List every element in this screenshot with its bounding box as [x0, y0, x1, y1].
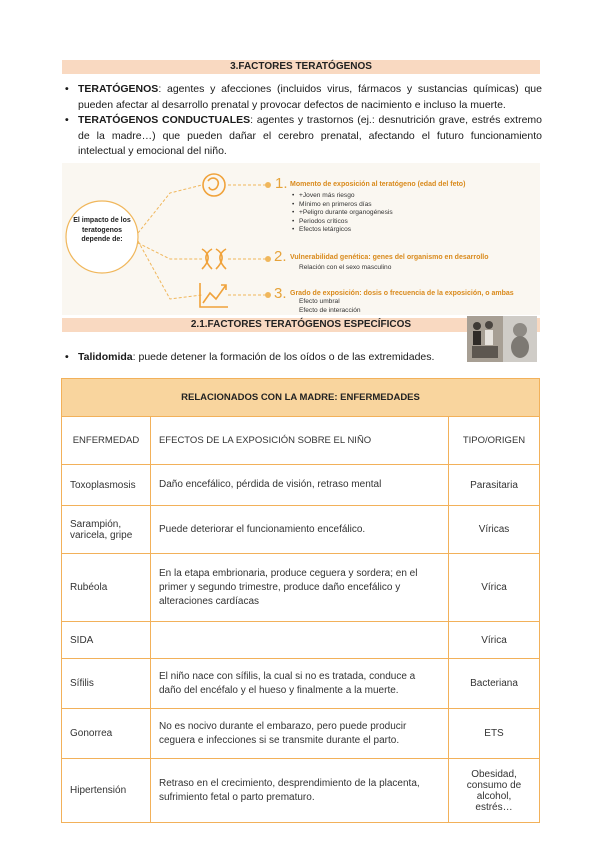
definition-talidomida: : puede detener la formación de los oídos o de las extremidades. — [132, 351, 435, 363]
item1-title: Momento de exposición al teratógeno (edad del feto) — [290, 181, 466, 188]
cell-efecto: No es nocivo durante el embarazo, pero puede producir ceguera e infecciones si se transmite durante el parto. — [150, 709, 448, 759]
table-row — [62, 759, 540, 823]
cell-tipo: Vírica — [449, 622, 540, 659]
definition-conductuales: : agentes y trastornos (ej.: desnutrición grave, estrés extremo de la madre…) que pueden dañar el cerebro prenatal, afectando el futuro funcionamiento intelectual y emocional del niño. — [78, 114, 542, 157]
table-row — [62, 709, 540, 759]
column-header-enfermedad: ENFERMEDAD — [62, 417, 151, 465]
item1-sub: • Efectos letárgicos — [292, 226, 393, 235]
item1-number: 1. — [275, 175, 288, 192]
column-header-tipo: TIPO/ORIGEN — [449, 417, 540, 465]
item1-subs — [292, 192, 393, 235]
dna-icon — [202, 249, 226, 269]
bullet-teratogenos — [62, 82, 542, 113]
definition-teratogenos: : agentes y afecciones (incluidos virus, fármacos y sustancias químicas) que pueden afectar al desarrollo prenatal y provocar defectos de nacimiento e incluso la muerte. — [78, 83, 542, 111]
cell-efecto: El niño nace con sífilis, la cual si no es tratada, conduce a daño del encéfalo y el hueso y finalmente a la muerte. — [150, 659, 448, 709]
term-talidomida: Talidomida — [78, 351, 133, 363]
item3-title: Grado de exposición: dosis o frecuencia de la exposición, o ambas — [290, 290, 514, 297]
impact-diagram — [62, 163, 540, 315]
cell-efecto: En la etapa embrionaria, produce ceguera y sordera; en el primer y segundo trimestre, produce daño encefálico y alteraciones cardíacas — [150, 554, 448, 622]
table-title: RELACIONADOS CON LA MADRE: ENFERMEDADES — [62, 379, 540, 417]
cell-enfermedad: Toxoplasmosis — [62, 465, 151, 506]
section-title-factores: 3.FACTORES TERATÓGENOS — [62, 60, 540, 74]
item1-sub: • +Peligro durante organogénesis — [292, 209, 393, 218]
item2-number: 2. — [274, 248, 287, 265]
item3-subs — [292, 298, 361, 315]
diagram-center-label: El impacto de los teratogenos depende de: — [73, 217, 131, 243]
cell-efecto: Retraso en el crecimiento, desprendimiento de la placenta, sufrimiento fetal o parto prematuro. — [150, 759, 448, 823]
growth-chart-icon — [200, 283, 228, 307]
cell-tipo: Obesidad, consumo de alcohol, estrés… — [449, 759, 540, 823]
item1-sub: • Mínimo en primeros días — [292, 201, 393, 210]
table-header-row — [62, 417, 540, 465]
cell-efecto: Puede deteriorar el funcionamiento encefálico. — [150, 506, 448, 554]
column-header-efectos: EFECTOS DE LA EXPOSICIÓN SOBRE EL NIÑO — [150, 417, 448, 465]
cell-tipo: Víricas — [449, 506, 540, 554]
bullet-teratogenos-conductuales — [62, 113, 542, 160]
cell-enfermedad: Hipertensión — [62, 759, 151, 823]
table-row — [62, 554, 540, 622]
item1-sub: • +Joven más riesgo — [292, 192, 393, 201]
item2-title: Vulnerabilidad genética: genes del organismo en desarrollo — [290, 254, 489, 261]
cell-enfermedad: SIDA — [62, 622, 151, 659]
cell-enfermedad: Sífilis — [62, 659, 151, 709]
cell-tipo: Parasitaria — [449, 465, 540, 506]
table-row — [62, 659, 540, 709]
cell-tipo: ETS — [449, 709, 540, 759]
cell-efecto: Daño encefálico, pérdida de visión, retraso mental — [150, 465, 448, 506]
cell-tipo: Vírica — [449, 554, 540, 622]
term-teratogenos: TERATÓGENOS — [78, 83, 159, 95]
maternal-diseases-table — [61, 378, 540, 823]
item3-sub: Efecto de interacción — [299, 306, 361, 314]
item2-sub: Relación con el sexo masculino — [299, 264, 392, 271]
cell-enfermedad: Sarampión, varicela, gripe — [62, 506, 151, 554]
cell-enfermedad: Gonorrea — [62, 709, 151, 759]
section-title-especificos: 2.1.FACTORES TERATÓGENOS ESPECÍFICOS — [62, 318, 540, 332]
thalidomide-bullet-list — [62, 350, 542, 366]
item3-number: 3. — [274, 285, 287, 302]
cell-enfermedad: Rubéola — [62, 554, 151, 622]
cell-tipo: Bacteriana — [449, 659, 540, 709]
bullet-talidomida — [62, 350, 542, 366]
fetus-icon — [203, 174, 225, 196]
term-conductuales: TERATÓGENOS CONDUCTUALES — [78, 114, 251, 126]
item2-subs — [292, 264, 391, 273]
item1-sub: • Periodos críticos — [292, 218, 393, 227]
cell-efecto — [150, 622, 448, 659]
table-row — [62, 506, 540, 554]
teratogen-definitions — [62, 82, 542, 160]
item3-sub: Efecto umbral — [299, 298, 340, 305]
table-title-row — [62, 379, 540, 417]
table-row — [62, 465, 540, 506]
table-row — [62, 622, 540, 659]
